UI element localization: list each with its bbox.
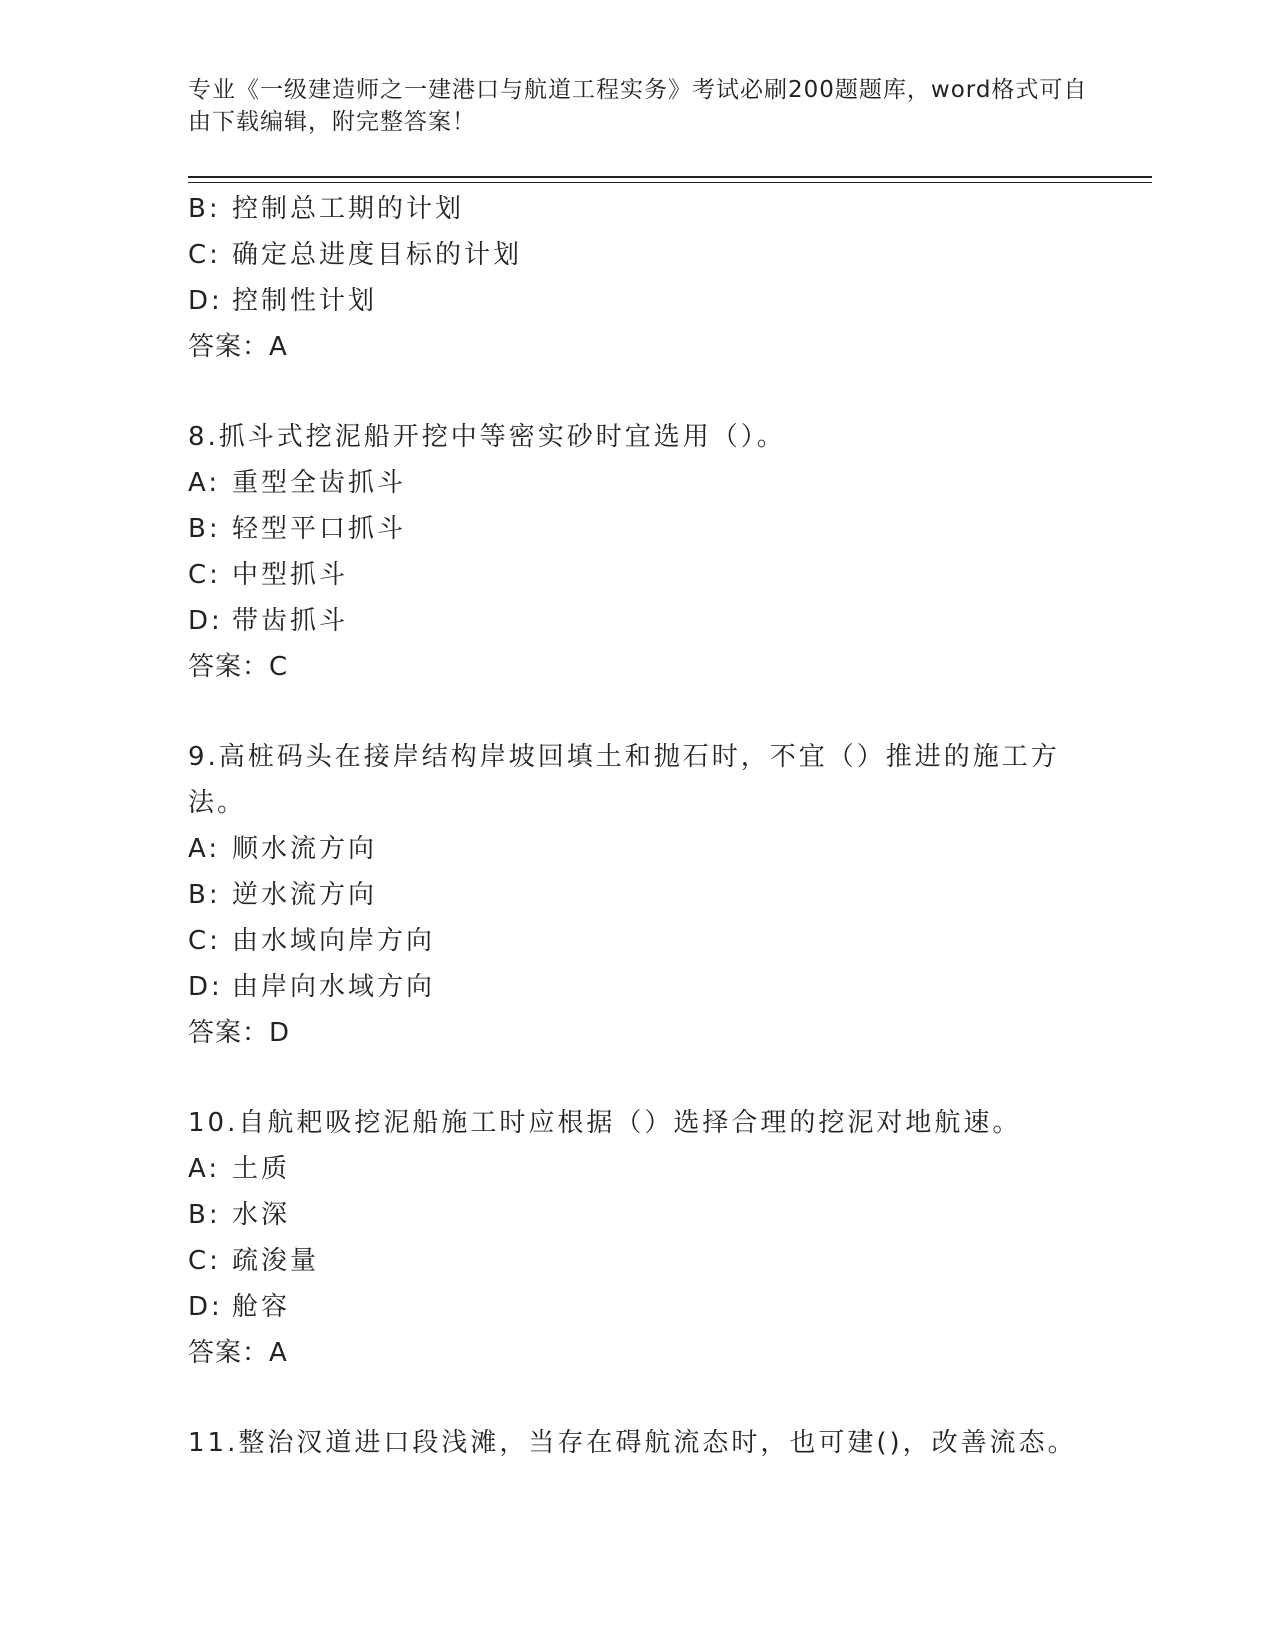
question-list (188, 186, 1118, 1466)
option-d: D: 控制性计划 (188, 286, 378, 316)
answer-line: 答案：C (188, 652, 289, 682)
option-c: C: 由水域向岸方向 (188, 926, 436, 956)
question-block-11 (188, 1420, 1118, 1466)
question-block-8 (188, 414, 1118, 690)
question-stem: 8.抓斗式挖泥船开挖中等密实砂时宜选用（）。 (188, 422, 786, 452)
document-header (188, 74, 1088, 138)
option-a: A: 重型全齿抓斗 (188, 468, 407, 498)
header-title: 专业《一级建造师之一建港口与航道工程实务》考试必刷200题题库，word格式可自由下载编辑，附完整答案！ (188, 77, 1088, 135)
question-block-9 (188, 734, 1118, 1056)
option-a: A: 顺水流方向 (188, 834, 378, 864)
answer-line: 答案：D (188, 1018, 291, 1048)
option-a: A: 土质 (188, 1154, 291, 1184)
option-d: D: 带齿抓斗 (188, 606, 349, 636)
option-c: C: 疏浚量 (188, 1246, 320, 1276)
header-divider-thin (188, 182, 1152, 183)
answer-line: 答案：A (188, 1338, 288, 1368)
option-b: B: 控制总工期的计划 (188, 194, 465, 224)
option-d: D: 由岸向水域方向 (188, 972, 436, 1002)
option-c: C: 中型抓斗 (188, 560, 349, 590)
header-divider-thick (188, 176, 1152, 178)
answer-line: 答案：A (188, 332, 288, 362)
option-b: B: 水深 (188, 1200, 291, 1230)
option-b: B: 逆水流方向 (188, 880, 378, 910)
question-block-10 (188, 1100, 1118, 1376)
question-stem: 11.整治汊道进口段浅滩，当存在碍航流态时，也可建()，改善流态。 (188, 1428, 1077, 1458)
option-c: C: 确定总进度目标的计划 (188, 240, 523, 270)
option-d: D: 舱容 (188, 1292, 291, 1322)
option-b: B: 轻型平口抓斗 (188, 514, 407, 544)
question-stem: 9.高桩码头在接岸结构岸坡回填土和抛石时，不宜（）推进的施工方法。 (188, 742, 1060, 818)
question-stem: 10.自航耙吸挖泥船施工时应根据（）选择合理的挖泥对地航速。 (188, 1108, 1022, 1138)
question-block-7-continued (188, 186, 1118, 370)
